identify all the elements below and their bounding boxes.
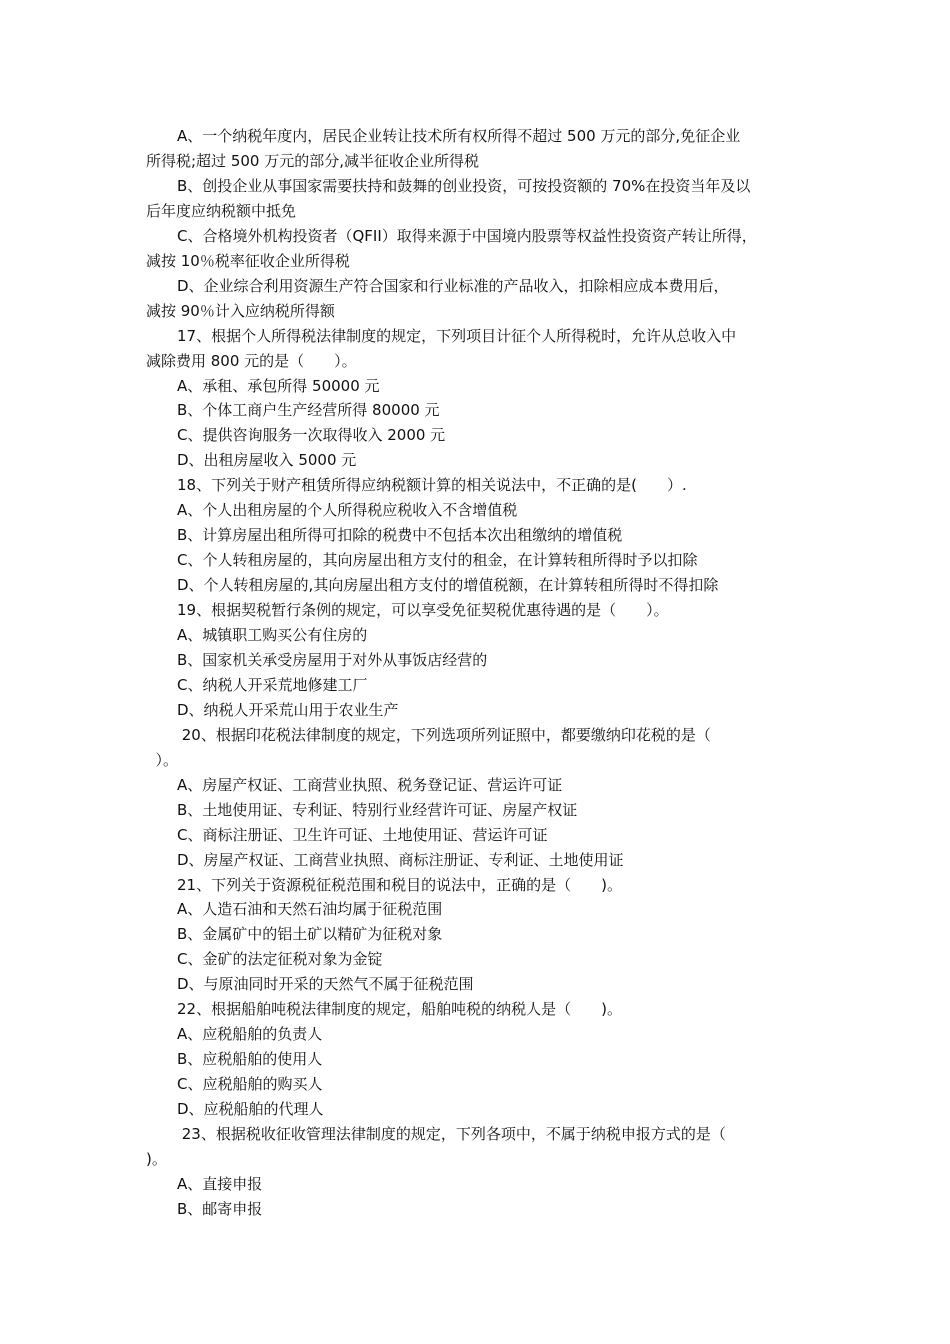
text-line: 后年度应纳税额中抵免 bbox=[146, 201, 297, 220]
text-line: 21、下列关于资源税征税范围和税目的说法中，正确的是（ )。 bbox=[177, 875, 622, 894]
text-line: 减按 10％税率征收企业所得税 bbox=[146, 251, 350, 270]
text-line: D、与原油同时开采的天然气不属于征税范围 bbox=[177, 975, 474, 994]
text-line: A、直接申报 bbox=[177, 1174, 263, 1193]
text-line: D、应税船舶的代理人 bbox=[177, 1100, 324, 1119]
text-line: A、人造石油和天然石油均属于征税范围 bbox=[177, 900, 443, 919]
text-line: D、个人转租房屋的,其向房屋出租方支付的增值税额，在计算转租所得时不得扣除 bbox=[177, 576, 719, 595]
text-line: A、城镇职工购买公有住房的 bbox=[177, 626, 368, 644]
text-line: A、一个纳税年度内，居民企业转让技术所有权所得不超过 500 万元的部分,免征企业 bbox=[177, 127, 741, 145]
text-line: D、房屋产权证、工商营业执照、商标注册证、专利证、土地使用证 bbox=[177, 850, 624, 869]
text-line: B、国家机关承受房屋用于对外从事饭店经营的 bbox=[177, 650, 488, 669]
text-line: A、房屋产权证、工商营业执照、税务登记证、营运许可证 bbox=[177, 775, 563, 794]
text-line: 23、根据税收征收管理法律制度的规定，下列各项中，不属于纳税申报方式的是（ bbox=[177, 1125, 726, 1143]
text-line: C、合格境外机构投资者（QFII）取得来源于中国境内股票等权益性投资资产转让所得， bbox=[177, 226, 757, 245]
text-line: 20、根据印花税法律制度的规定，下列选项所列证照中，都要缴纳印花税的是（ bbox=[177, 725, 711, 744]
text-line: A、个人出租房屋的个人所得税应税收入不含增值税 bbox=[177, 501, 518, 520]
text-line: A、承租、承包所得 50000 元 bbox=[177, 376, 380, 395]
text-line: D、企业综合利用资源生产符合国家和行业标准的产品收入，扣除相应成本费用后， bbox=[177, 276, 729, 295]
text-line: 所得税;超过 500 万元的部分,减半征收企业所得税 bbox=[146, 151, 479, 170]
text-line: 19、根据契税暂行条例的规定，可以享受免征契税优惠待遇的是（ ）。 bbox=[177, 601, 669, 620]
text-line: 减按 90％计入应纳税所得额 bbox=[146, 301, 335, 320]
text-line: B、个体工商户生产经营所得 80000 元 bbox=[177, 401, 440, 420]
text-line: ）。 bbox=[146, 750, 179, 769]
text-line: 减除费用 800 元的是（ ）。 bbox=[146, 351, 357, 370]
text-line: A、应税船舶的负责人 bbox=[177, 1025, 323, 1044]
text-line: B、应税船舶的使用人 bbox=[177, 1050, 323, 1069]
text-line: B、土地使用证、专利证、特别行业经营许可证、房屋产权证 bbox=[177, 800, 578, 819]
text-line: 17、根据个人所得税法律制度的规定，下列项目计征个人所得税时，允许从总收入中 bbox=[177, 326, 737, 345]
text-line: C、纳税人开采荒地修建工厂 bbox=[177, 675, 368, 694]
text-line: C、提供咨询服务一次取得收入 2000 元 bbox=[177, 426, 446, 445]
text-line: C、应税船舶的购买人 bbox=[177, 1075, 323, 1094]
text-line: B、计算房屋出租所得可扣除的税费中不包括本次出租缴纳的增值税 bbox=[177, 526, 623, 545]
text-line: C、金矿的法定征税对象为金锭 bbox=[177, 950, 383, 969]
text-line: B、邮寄申报 bbox=[177, 1199, 263, 1218]
text-line: D、纳税人开采荒山用于农业生产 bbox=[177, 700, 399, 719]
text-line: 18、下列关于财产租赁所得应纳税额计算的相关说法中，不正确的是( ）. bbox=[177, 476, 687, 495]
text-line: 22、根据船舶吨税法律制度的规定，船舶吨税的纳税人是（ )。 bbox=[177, 1000, 622, 1019]
text-line: D、出租房屋收入 5000 元 bbox=[177, 451, 357, 470]
text-line: )。 bbox=[146, 1149, 167, 1168]
text-line: B、创投企业从事国家需要扶持和鼓舞的创业投资，可按投资额的 70%在投资当年及以 bbox=[177, 176, 751, 195]
text-line: C、个人转租房屋的，其向房屋出租方支付的租金，在计算转租所得时予以扣除 bbox=[177, 551, 698, 570]
text-line: C、商标注册证、卫生许可证、土地使用证、营运许可证 bbox=[177, 825, 548, 844]
text-line: B、金属矿中的铝土矿以精矿为征税对象 bbox=[177, 925, 443, 944]
